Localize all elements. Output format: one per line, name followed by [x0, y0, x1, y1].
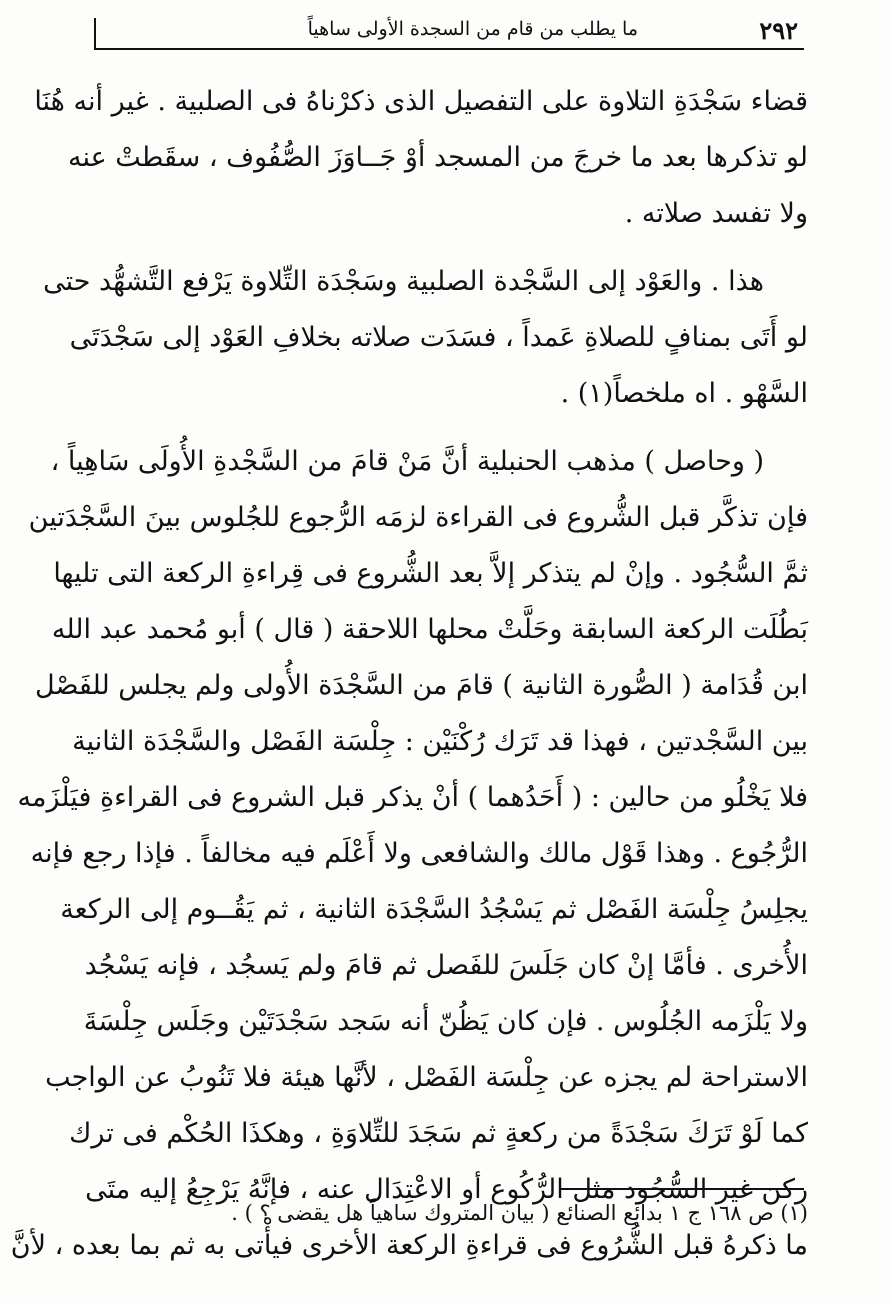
- text-line: السَّهْو . اه ملخصاً(١) .: [560, 378, 808, 409]
- text-line: بين السَّجْدتين ، فهذا قد تَرَك رُكْنَيْن : جِلْسَة الفَصْل والسَّجْدَة الثانية: [72, 726, 808, 757]
- text-line: لو تذكرها بعد ما خرجَ من المسجد أوْ جَــاوَزَ الصُّفُوف ، سقَطتْ عنه: [67, 142, 808, 173]
- text-line: لو أَتَى بمنافٍ للصلاةِ عَمداً ، فسَدَت صلاته بخلافِ العَوْد إلى سَجْدَتَى: [69, 322, 808, 353]
- header-rule-left-tick: [94, 18, 96, 50]
- text-line: الأُخرى . فأمَّا إنْ كان جَلَسَ للفَصل ثم قامَ ولم يَسجُد ، فإنه يَسْجُد: [84, 950, 808, 981]
- running-head: ما يطلب من قام من السجدة الأولى ساهياً: [307, 18, 638, 40]
- text-line: فإن تذكَّر قبل الشُّروع فى القراءة لزمَه الرُّجوع للجُلوس بينَ السَّجْدَتين: [28, 502, 808, 533]
- text-line: ركن غير السُّجُود مثل الرُّكُوع أو الاعْتِدَال عنه ، فإنَّهُ يَرْجِعُ إليه متَى: [85, 1174, 808, 1205]
- text-line: ولا تفسد صلاته .: [624, 198, 808, 229]
- header-rule: [94, 48, 804, 50]
- text-line: ولا يَلْزَمه الجُلُوس . فإن كان يَظُنّ أنه سَجد سَجْدَتَيْن وجَلَس جِلْسَةَ: [83, 1006, 808, 1037]
- text-line: ما ذكرهُ قبل الشُّرُوع فى قراءةِ الركعة الأخرى فيأْتى به ثم بما بعده ، لأنَّ: [10, 1230, 808, 1261]
- text-line: بَطُلَت الركعة السابقة وحَلَّتْ محلها اللاحقة ( قال ) أبو مُحمد عبد الله: [51, 614, 808, 645]
- text-line: ( وحاصل ) مذهب الحنبلية أنَّ مَنْ قامَ من السَّجْدةِ الأُولَى سَاهِياً ،: [50, 446, 764, 477]
- text-line: الرُّجُوع . وهذا قَوْل مالك والشافعى ولا أَعْلَم فيه مخالفاً . فإذا رجع فإنه: [30, 838, 808, 869]
- text-line: ثمَّ السُّجُود . وإنْ لم يتذكر إلاَّ بعد الشُّروع فى قِراءةِ الركعة التى تليها: [53, 558, 808, 589]
- page-header: [98, 10, 798, 50]
- page-number: ٢٩٢: [759, 16, 798, 45]
- body-text: [10, 74, 808, 1274]
- text-line: الاستراحة لم يجزه عن جِلْسَة الفَصْل ، لأنَّها هيئة فلا تَنُوبُ عن الواجب: [45, 1062, 808, 1093]
- text-line: يجلِسُ جِلْسَة الفَصْل ثم يَسْجُدُ السَّجْدَة الثانية ، ثم يَقُــوم إلى الركعة: [60, 894, 808, 925]
- footnote-rule: [560, 1188, 804, 1190]
- footnote: (١) ص ١٦٨ ج ١ بدائع الصنائع ( بيان المتروك ساهياً هل يقضى ؟ ) .: [231, 1201, 808, 1225]
- text-line: هذا . والعَوْد إلى السَّجْدة الصلبية وسَجْدَة التِّلاوة يَرْفع التَّشهُّد حتى: [43, 266, 764, 297]
- text-line: ابن قُدَامة ( الصُّورة الثانية ) قامَ من السَّجْدَة الأُولى ولم يجلس للفَصْل: [35, 670, 808, 701]
- text-line: قضاء سَجْدَةِ التلاوة على التفصيل الذى ذكرْناهُ فى الصلبية . غير أنه هُنَا: [34, 86, 808, 117]
- text-line: كما لَوْ تَرَكَ سَجْدَةً من ركعةٍ ثم سَجَدَ للتِّلاوَةِ ، وهكذَا الحُكْم فى ترك: [69, 1118, 808, 1149]
- text-line: فلا يَخْلُو من حالين : ( أَحَدُهما ) أنْ يذكر قبل الشروع فى القراءةِ فيَلْزَمه: [17, 782, 808, 813]
